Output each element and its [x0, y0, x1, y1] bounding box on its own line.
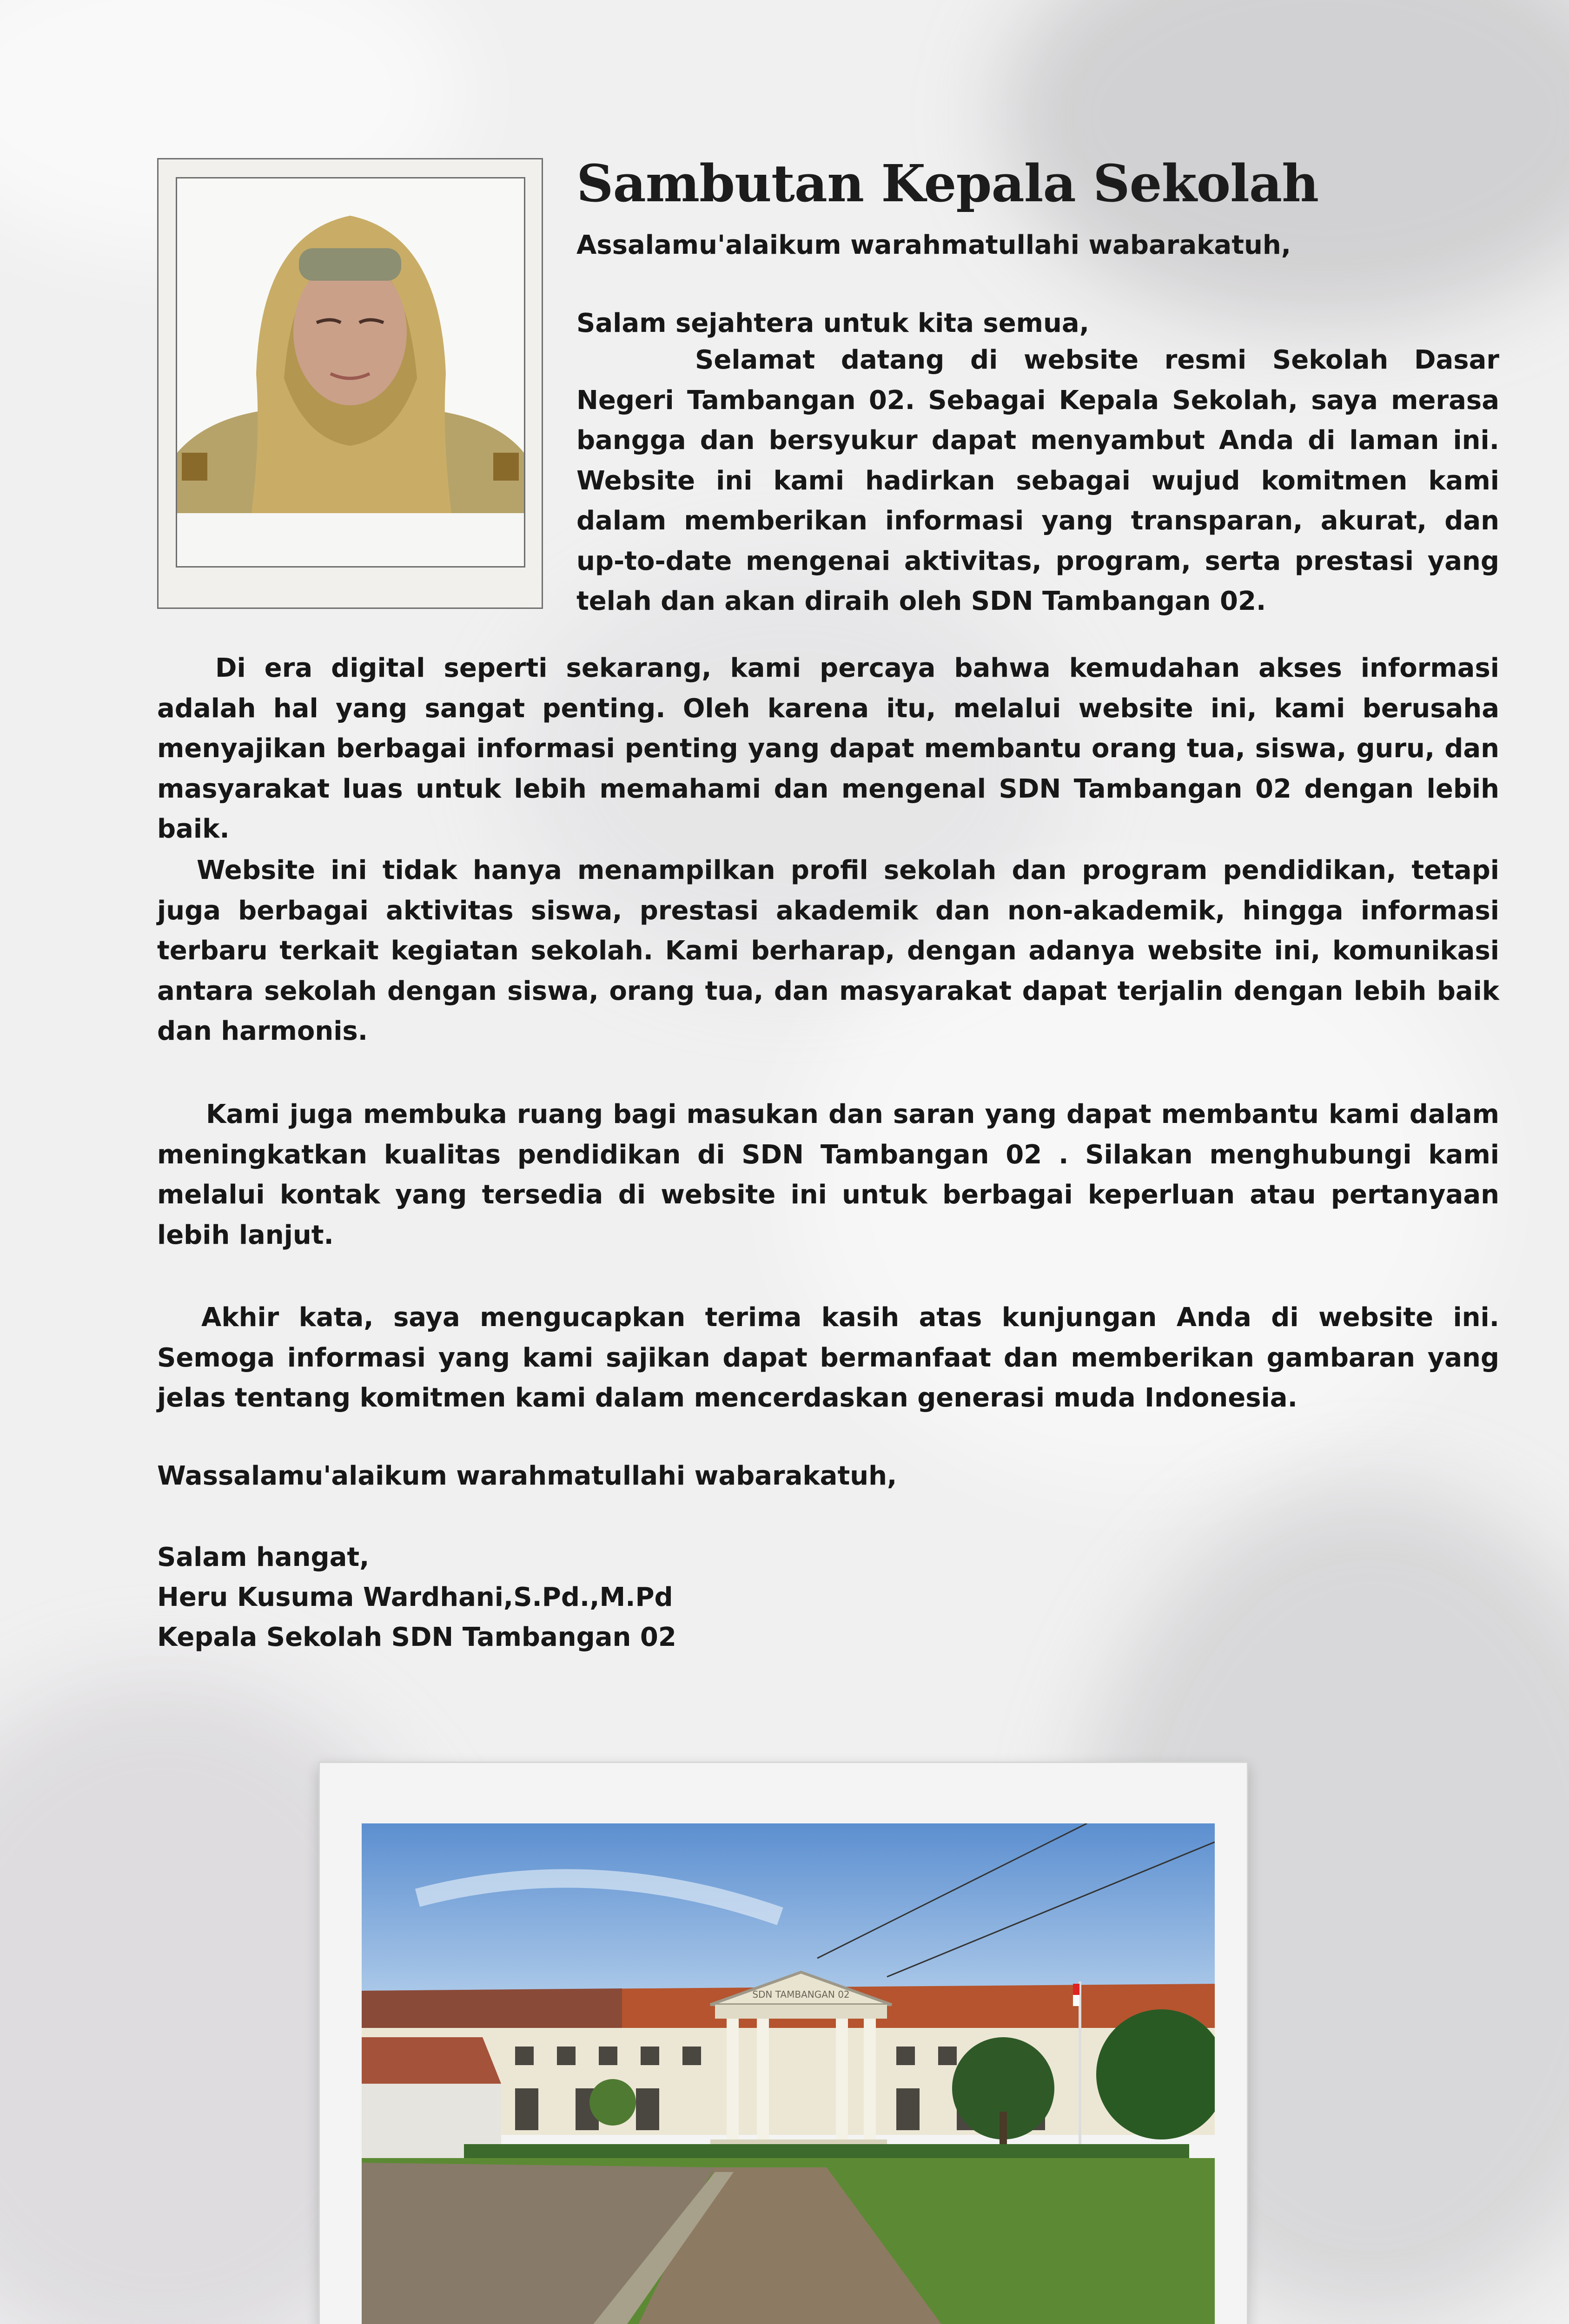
principal-photo — [177, 178, 524, 513]
signature-name: Heru Kusuma Wardhani,S.Pd.,M.Pd — [157, 1582, 673, 1612]
intro-paragraph: Selamat datang di website resmi Sekolah Dasar Negeri Tambangan 02. Sebagai Kepala Sekolah, saya merasa bangga dan bersyukur dapat menyambut Anda di laman ini. Website ini kami hadirkan sebagai wujud komitmen kami dalam memberikan informasi yang transparan, akurat, dan up-to-date mengenai aktivitas, program, serta prestasi yang telah dan akan diraih oleh SDN Tambangan 02. — [576, 345, 1499, 616]
building-sign: SDN TAMBANGAN 02 — [752, 1989, 850, 2000]
school-building-photo — [362, 1823, 1215, 2324]
signature-position: Kepala Sekolah SDN Tambangan 02 — [157, 1622, 676, 1652]
closing-text: Wassalamu'alaikum warahmatullahi wabarakatuh, — [157, 1461, 897, 1491]
page-title: Sambutan Kepala Sekolah — [576, 153, 1319, 213]
principal-photo-border — [176, 177, 525, 568]
body-paragraph-1: Di era digital seperti sekarang, kami percaya bahwa kemudahan akses informasi adalah hal yang sangat penting. Oleh karena itu, melalui website ini, kami berusaha menyajikan berbagai informasi penting yang dapat membantu orang tua, siswa, guru, dan masyarakat luas untuk lebih memahami dan mengenal SDN Tambangan 02 dengan lebih baik. — [157, 653, 1499, 844]
salutation-text: Salam sejahtera untuk kita semua, — [576, 308, 1089, 338]
school-photo-frame — [318, 1762, 1248, 2324]
body-paragraph-3: Kami juga membuka ruang bagi masukan dan saran yang dapat membantu kami dalam meningkatkan kualitas pendidikan di SDN Tambangan 02 . Silakan menghubungi kami melalui kontak yang tersedia di website ini untuk berbagai keperluan atau pertanyaan lebih lanjut. — [157, 1099, 1499, 1250]
principal-photo-frame — [157, 158, 543, 609]
greeting-text: Assalamu'alaikum warahmatullahi wabarakatuh, — [576, 230, 1291, 260]
body-paragraph-2: Website ini tidak hanya menampilkan profil sekolah dan program pendidikan, tetapi juga berbagai aktivitas siswa, prestasi akademik dan non-akademik, hingga informasi terbaru terkait kegiatan sekolah. Kami berharap, dengan adanya website ini, komunikasi antara sekolah dengan siswa, orang tua, dan masyarakat dapat terjalin dengan lebih baik dan harmonis. — [157, 855, 1499, 1046]
body-paragraph-4: Akhir kata, saya mengucapkan terima kasih atas kunjungan Anda di website ini. Semoga informasi yang kami sajikan dapat bermanfaat dan memberikan gambaran yang jelas tentang komitmen kami dalam mencerdaskan generasi muda Indonesia. — [157, 1302, 1499, 1413]
signature-regards: Salam hangat, — [157, 1542, 370, 1572]
